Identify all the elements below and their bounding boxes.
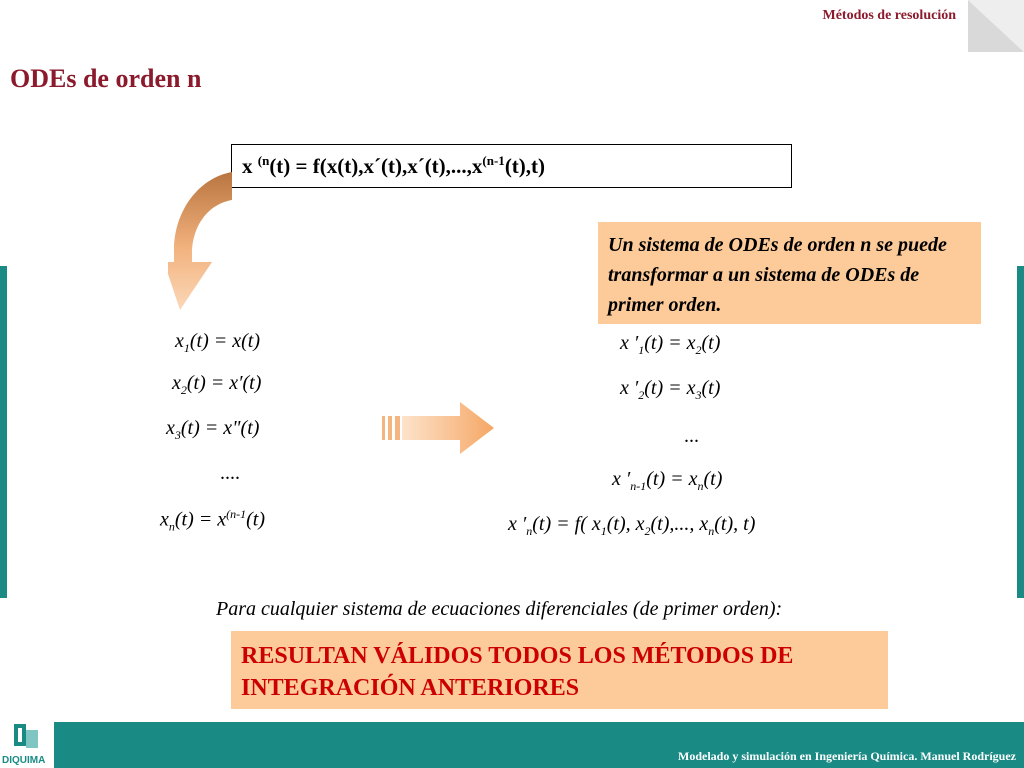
eq-mid: (t) = x [644,332,696,354]
eq-sub: n-1 [630,479,647,493]
eq-sub: 2 [695,343,702,357]
eq-var: x [175,330,184,352]
eq-sub: n [168,519,175,534]
eq-mid: (t) = x [174,508,227,531]
eq-sub: n [708,524,715,538]
right-arrow-icon [380,400,496,456]
left-accent-bar [0,266,7,598]
eq-var: x ′ [620,332,639,354]
eq-sub: 2 [644,524,651,538]
eq-order-sup-2: (n-1 [482,153,505,168]
right-equation-2 [620,377,720,403]
eq-rest: (t) = x′(t) [186,372,262,394]
right-ellipsis: ... [684,425,699,447]
right-equation-n [508,513,755,539]
eq-sup: (n-1 [226,507,247,521]
conclusion-intro: Para cualquier sistema de ecuaciones diferenciales (de primer orden): [216,598,783,620]
eq-mid: (t) = x [646,468,698,490]
eq-rest: (t) = x"(t) [180,417,260,439]
left-ellipsis: .... [220,462,240,484]
eq-rest: (t) = x(t) [189,330,261,352]
footer-credit: Modelado y simulación en Ingeniería Química. Manuel Rodríguez [678,749,1016,763]
eq-sub: 2 [180,383,187,397]
eq-mid: (t) = x [644,377,696,399]
right-equation-1 [620,332,720,358]
logo-mark-icon [0,720,54,754]
eq-sub: n [697,479,704,493]
eq-var: x ′ [612,468,631,490]
eq-middle: (t) = f(x(t),x´(t),x´(t),...,x [269,154,483,178]
eq-sub: 3 [174,428,181,442]
eq-rest: (t) [703,468,723,490]
eq-sub: 1 [600,524,607,538]
left-equation-2 [172,372,261,398]
result-box: RESULTAN VÁLIDOS TODOS LOS MÉTODOS DE INTEGRACIÓN ANTERIORES [231,631,888,709]
eq-sub: n [526,524,533,538]
left-equation-1 [175,330,260,356]
eq-sub: 1 [183,341,190,355]
page-corner-icon [968,0,1024,52]
eq-var: x [160,508,169,531]
eq-part: (t), t) [714,513,756,535]
eq-rest: (t) [701,377,721,399]
eq-sub: 2 [638,388,645,402]
logo-text: DIQUIMA [2,755,46,766]
eq-var: x [172,372,181,394]
eq-x: x [242,154,253,178]
right-accent-bar [1017,266,1024,598]
info-box: Un sistema de ODEs de orden n se puede transformar a un sistema de ODEs de primer orden. [598,222,981,324]
curved-arrow-icon [168,170,234,312]
eq-order-sup: (n [257,153,270,168]
eq-sub: 3 [695,388,702,402]
eq-var: x ′ [508,513,527,535]
main-equation-box [231,144,792,188]
eq-var: x [166,417,175,439]
eq-rest: (t) [246,508,266,531]
eq-var: x ′ [620,377,639,399]
left-equation-3 [166,417,259,443]
eq-part: (t),..., x [650,513,709,535]
eq-sub: 1 [638,343,645,357]
left-equation-n [160,507,265,535]
section-title: Métodos de resolución [822,8,956,23]
right-equation-n-1 [612,468,722,494]
eq-part: (t), x [606,513,645,535]
eq-part: (t) = f( x [532,513,601,535]
eq-end: (t),t) [504,154,546,178]
eq-rest: (t) [701,332,721,354]
slide-title: ODEs de orden n [10,64,202,93]
